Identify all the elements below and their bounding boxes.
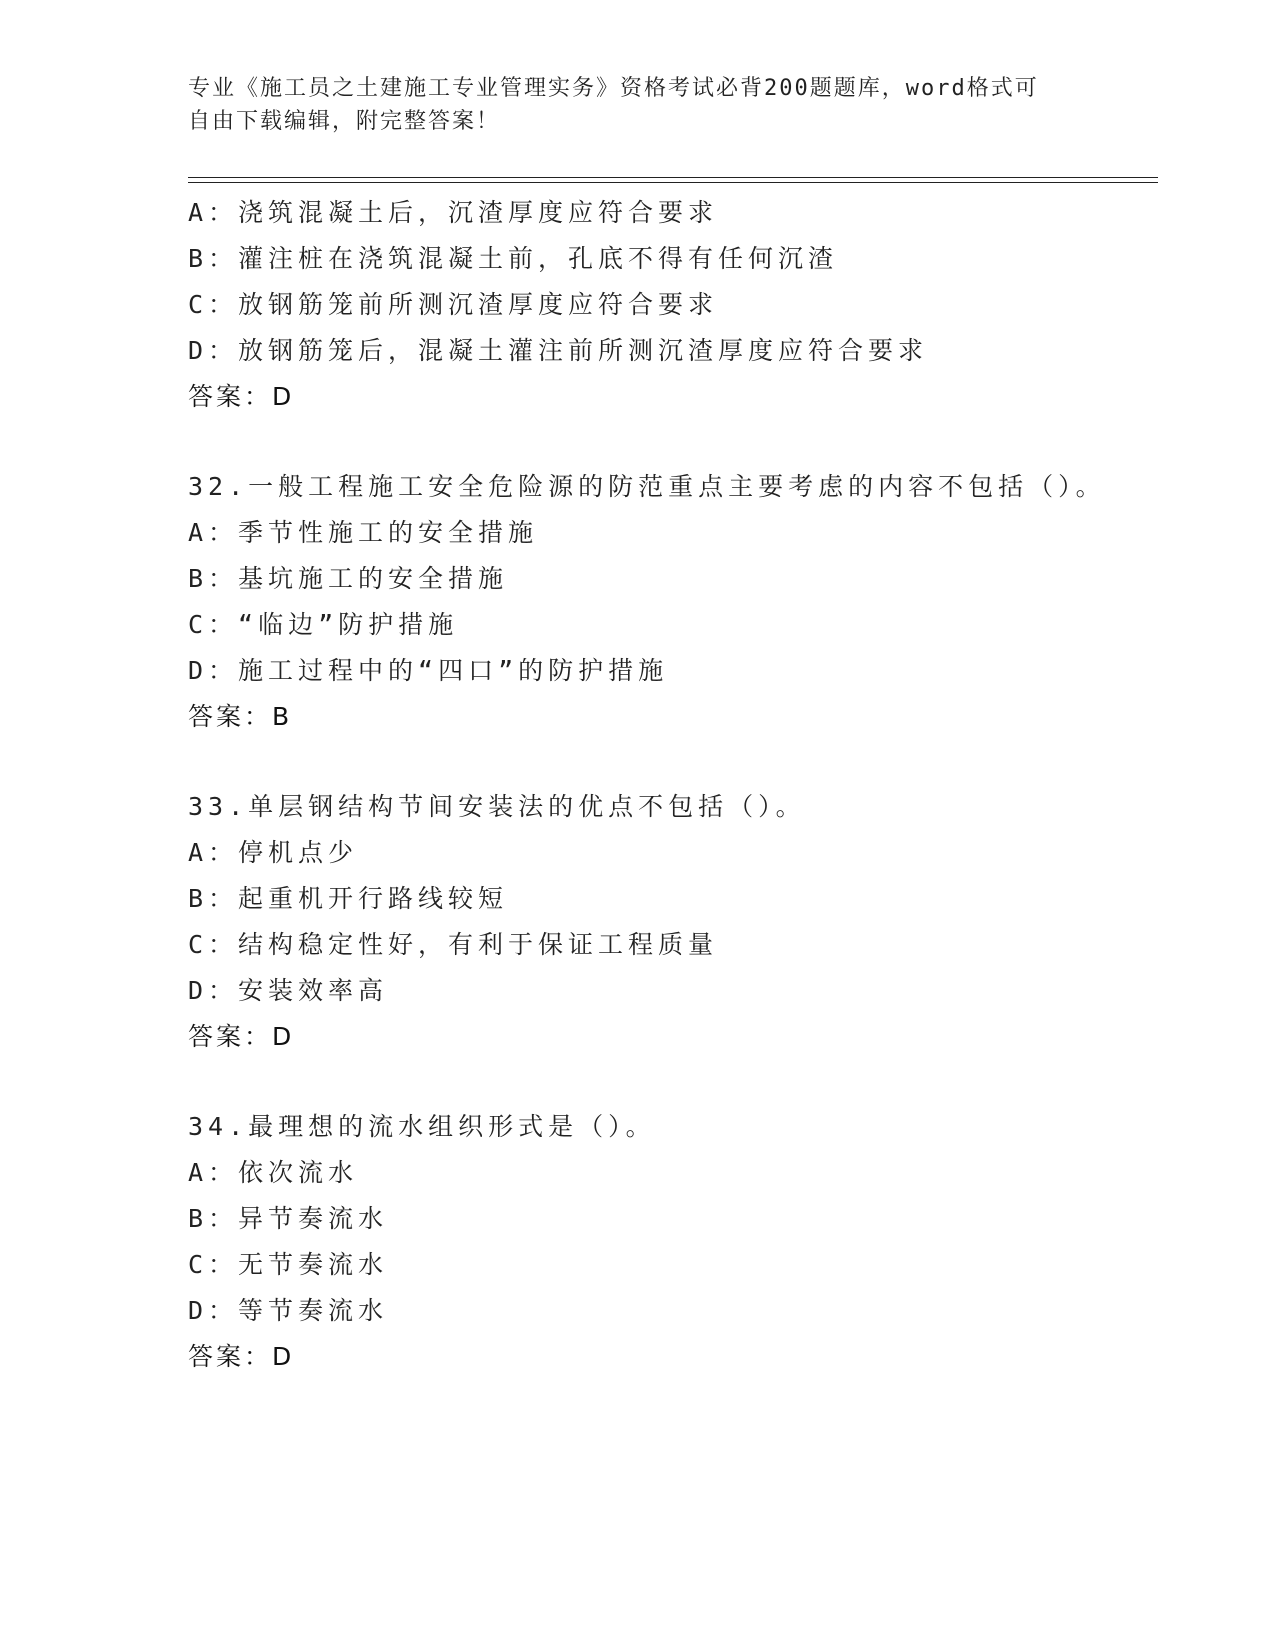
answer: 答案：B (188, 702, 293, 731)
spacer (188, 1060, 1158, 1104)
option-b: B：起重机开行路线较短 (188, 884, 509, 913)
option-d: D：安装效率高 (188, 976, 389, 1005)
document-header (188, 72, 1088, 138)
header-divider-top (188, 177, 1158, 178)
option-d: D：施工过程中的“四口”的防护措施 (188, 656, 669, 685)
option-a: A：依次流水 (188, 1158, 359, 1187)
question-text: 32.一般工程施工安全危险源的防范重点主要考虑的内容不包括（）。 (188, 472, 1106, 501)
question-32 (188, 464, 1158, 740)
answer: 答案：D (188, 1022, 295, 1051)
option-d: D：等节奏流水 (188, 1296, 389, 1325)
answer: 答案：D (188, 382, 295, 411)
question-text: 34.最理想的流水组织形式是（）。 (188, 1112, 656, 1141)
spacer (188, 420, 1158, 464)
question-list (188, 190, 1158, 1380)
option-b: B：异节奏流水 (188, 1204, 389, 1233)
option-a: A：季节性施工的安全措施 (188, 518, 539, 547)
option-c: C：无节奏流水 (188, 1250, 389, 1279)
header-divider-bottom (188, 182, 1158, 183)
question-33 (188, 784, 1158, 1060)
option-a: A：浇筑混凝土后，沉渣厚度应符合要求 (188, 198, 719, 227)
spacer (188, 740, 1158, 784)
answer: 答案：D (188, 1342, 295, 1371)
question-text: 33.单层钢结构节间安装法的优点不包括（）。 (188, 792, 806, 821)
option-b: B：基坑施工的安全措施 (188, 564, 509, 593)
option-a: A：停机点少 (188, 838, 359, 867)
option-c: C：结构稳定性好，有利于保证工程质量 (188, 930, 719, 959)
question-31-tail (188, 190, 1158, 420)
option-b: B：灌注桩在浇筑混凝土前，孔底不得有任何沉渣 (188, 244, 839, 273)
question-34 (188, 1104, 1158, 1380)
header-line-1: 专业《施工员之土建施工专业管理实务》资格考试必背200题题库，word格式可 (188, 76, 1039, 101)
option-c: C：放钢筋笼前所测沉渣厚度应符合要求 (188, 290, 719, 319)
header-line-2: 自由下载编辑，附完整答案！ (188, 109, 501, 134)
option-c: C：“临边”防护措施 (188, 610, 459, 639)
option-d: D：放钢筋笼后，混凝土灌注前所测沉渣厚度应符合要求 (188, 336, 929, 365)
